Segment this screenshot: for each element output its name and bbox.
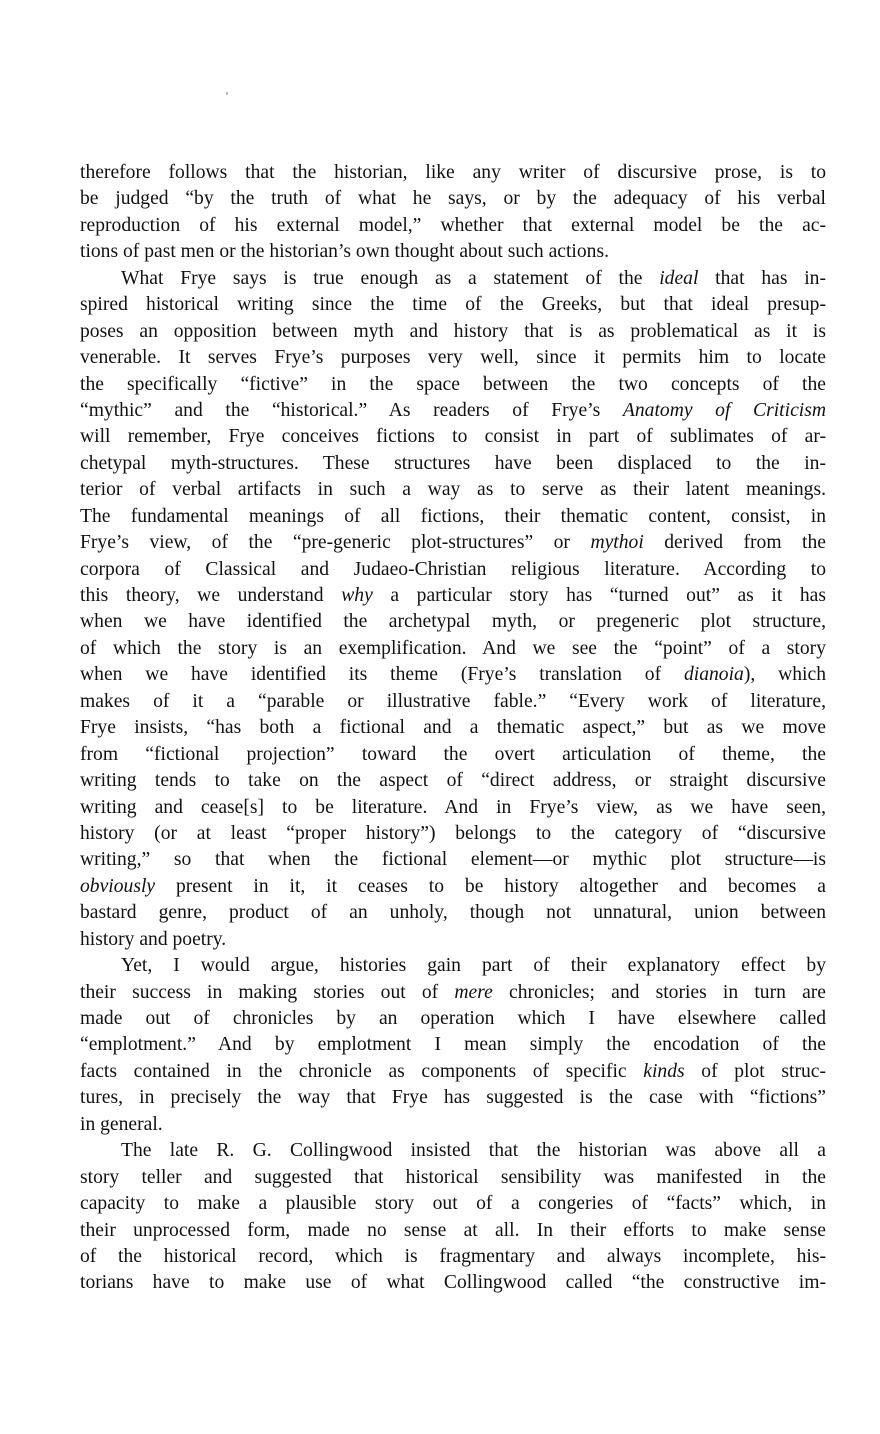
text-line — [80, 768, 826, 794]
text-line — [80, 239, 826, 265]
text-segment: writing and cease[s] to be literature. And in Frye’s view, as we have seen, — [80, 796, 826, 818]
text-line — [80, 345, 826, 371]
text-segment: when we have identified its theme (Frye’s translation of — [80, 664, 684, 686]
text-line — [80, 874, 826, 900]
text-segment: terior of verbal artifacts in such a way as to serve as their latent meanings. — [80, 479, 826, 501]
text-line — [80, 953, 826, 979]
text-line — [80, 609, 826, 635]
text-segment: history (or at least “proper history”) belongs to the category of “discursive — [80, 822, 826, 844]
text-segment: torians have to make use of what Collingwood called “the constructive im- — [80, 1272, 826, 1294]
text-segment: Frye’s view, of the “pre-generic plot-structures” or — [80, 532, 591, 554]
text-segment: when we have identified the archetypal myth, or pregeneric plot structure, — [80, 611, 826, 633]
text-line — [80, 821, 826, 847]
text-segment: of the historical record, which is fragmentary and always incomplete, his- — [80, 1245, 826, 1267]
text-segment: “emplotment.” And by emplotment I mean simply the encodation of the — [80, 1034, 826, 1056]
text-line — [80, 292, 826, 318]
paragraph — [80, 953, 826, 1138]
italic-text: why — [341, 585, 373, 606]
text-segment: Yet, I would argue, histories gain part of their explanatory effect by — [121, 955, 826, 977]
text-line — [80, 319, 826, 345]
text-segment: derived from the — [643, 532, 826, 554]
text-line — [80, 504, 826, 530]
text-segment: corpora of Classical and Judaeo-Christian religious literature. According to — [80, 558, 826, 580]
text-line — [80, 927, 826, 953]
text-segment: from “fictional projection” toward the overt articulation of theme, the — [80, 743, 826, 765]
text-segment: makes of it a “parable or illustrative fable.” “Every work of literature, — [80, 690, 826, 712]
text-segment: spired historical writing since the time of the Greeks, but that ideal presup- — [80, 294, 826, 316]
text-line — [80, 636, 826, 662]
text-line — [80, 451, 826, 477]
text-segment: chronicles; and stories in turn are — [492, 981, 826, 1003]
text-segment: writing,” so that when the fictional element—or mythic plot structure—is — [80, 849, 826, 871]
text-line — [80, 424, 826, 450]
text-line — [80, 980, 826, 1006]
text-segment: a particular story has “turned out” as it has — [372, 585, 827, 606]
text-line — [80, 372, 826, 398]
text-line — [80, 689, 826, 715]
book-page-text — [80, 160, 826, 1297]
italic-text: kinds — [643, 1060, 685, 1082]
text-segment: history and poetry. — [80, 928, 227, 950]
text-segment: will remember, Frye conceives fictions to consist in part of sublimates of ar- — [80, 426, 826, 448]
paragraph — [80, 160, 826, 266]
paragraph — [80, 266, 826, 953]
text-line — [80, 847, 826, 873]
text-segment: tions of past men or the historian’s own thought about such actions. — [80, 241, 609, 263]
text-segment: be judged “by the truth of what he says, or by the adequacy of his verbal — [80, 188, 826, 210]
text-segment: of plot struc- — [684, 1060, 826, 1082]
text-segment: their unprocessed form, made no sense at all. In their efforts to make sense — [80, 1219, 826, 1241]
text-line — [80, 160, 826, 186]
italic-text: obviously — [80, 875, 156, 897]
text-segment: writing tends to take on the aspect of “direct address, or straight discursive — [80, 770, 826, 792]
italic-text: Anatomy of Criticism — [622, 399, 826, 421]
text-segment: The late R. G. Collingwood insisted that the historian was above all a — [121, 1140, 826, 1162]
text-line — [80, 1112, 826, 1138]
text-segment: made out of chronicles by an operation which I have elsewhere called — [80, 1008, 826, 1029]
text-segment: therefore follows that the historian, like any writer of discursive prose, is to — [80, 162, 826, 183]
text-segment: venerable. It serves Frye’s purposes very well, since it permits him to locate — [80, 347, 826, 369]
paragraph — [80, 1138, 826, 1297]
text-line — [80, 1032, 826, 1058]
text-segment: this theory, we understand — [80, 585, 342, 606]
text-segment: the specifically “fictive” in the space between the two concepts of the — [80, 373, 826, 395]
text-segment: facts contained in the chronicle as components of specific — [80, 1060, 644, 1082]
text-line — [80, 557, 826, 583]
text-line — [80, 1270, 826, 1296]
text-segment: chetypal myth-structures. These structures have been displaced to the in- — [80, 452, 826, 474]
text-segment: “mythic” and the “historical.” As readers of Frye’s — [80, 399, 623, 421]
text-line — [80, 1059, 826, 1085]
text-line — [80, 1244, 826, 1270]
text-line — [80, 1191, 826, 1217]
text-segment: poses an opposition between myth and history that is as problematical as it is — [80, 320, 826, 342]
text-line — [80, 1138, 826, 1164]
text-segment: of which the story is an exemplification. And we see the “point” of a story — [80, 637, 826, 659]
text-line — [80, 1165, 826, 1191]
text-line — [80, 213, 826, 239]
text-line — [80, 715, 826, 741]
text-line — [80, 795, 826, 821]
text-line — [80, 583, 826, 609]
text-line — [80, 742, 826, 768]
text-segment: reproduction of his external model,” whether that external model be the ac- — [80, 214, 826, 236]
text-segment: their success in making stories out of — [80, 981, 455, 1003]
text-line — [80, 477, 826, 503]
text-segment: story teller and suggested that historical sensibility was manifested in the — [80, 1166, 826, 1188]
text-line — [80, 662, 826, 688]
text-segment: present in it, it ceases to be history altogether and becomes a — [155, 875, 826, 897]
text-segment: ), which — [743, 664, 826, 686]
text-line — [80, 900, 826, 926]
text-line — [80, 1006, 826, 1032]
text-line — [80, 530, 826, 556]
text-line — [80, 398, 826, 424]
text-line — [80, 266, 826, 292]
text-segment: tures, in precisely the way that Frye has suggested is the case with “fictions” — [80, 1087, 826, 1109]
text-line — [80, 1085, 826, 1111]
italic-text: mythoi — [590, 532, 644, 554]
text-segment: What Frye says is true enough as a statement of the — [121, 267, 660, 289]
italic-text: dianoia — [683, 664, 744, 686]
text-segment: bastard genre, product of an unholy, though not unnatural, union between — [80, 902, 826, 924]
text-segment: in general. — [80, 1113, 163, 1135]
italic-text: ideal — [659, 267, 699, 289]
text-segment: Frye insists, “has both a fictional and a thematic aspect,” but as we move — [80, 717, 826, 739]
text-segment: that has in- — [698, 267, 827, 289]
text-segment: capacity to make a plausible story out of a congeries of “facts” which, in — [80, 1193, 826, 1215]
text-segment: The fundamental meanings of all fictions, their thematic content, consist, in — [80, 505, 826, 527]
italic-text: mere — [454, 981, 493, 1003]
text-line — [80, 1218, 826, 1244]
text-line — [80, 186, 826, 212]
scan-speck — [226, 92, 228, 95]
